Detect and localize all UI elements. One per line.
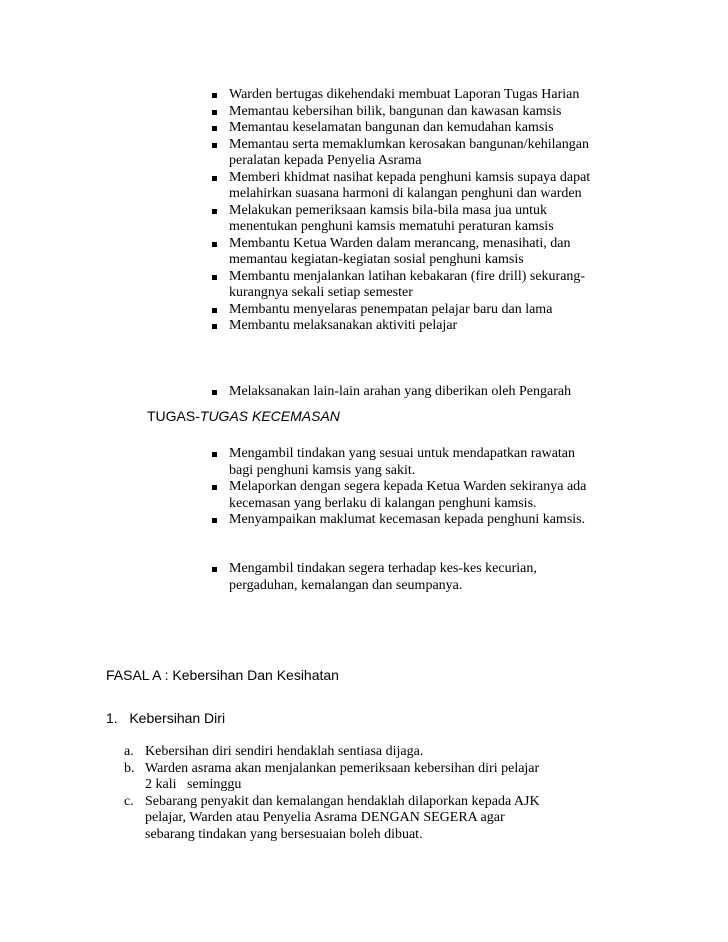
square-bullet-icon xyxy=(212,452,217,457)
list-item: Mengambil tindakan yang sesuai untuk mendapatkan rawatan bagi penghuni kamsis yang sakit. xyxy=(212,446,592,479)
list-item: Melaksanakan lain-lain arahan yang diberikan oleh Pengarah xyxy=(212,384,612,401)
hygiene-rules-list xyxy=(124,744,544,843)
square-bullet-icon xyxy=(212,324,217,329)
list-item: Membantu menyelaras penempatan pelajar baru dan lama xyxy=(212,302,592,319)
list-item: b. Warden asrama akan menjalankan pemeriksaan kebersihan diri pelajar 2 kali seminggu xyxy=(124,760,543,792)
square-bullet-icon xyxy=(212,143,217,148)
list-item: Memantau serta memaklumkan kerosakan bangunan/kehilangan peralatan kepada Penyelia Asrama xyxy=(212,137,592,170)
fasal-heading: FASAL A : Kebersihan Dan Kesihatan xyxy=(106,667,339,683)
list-item: Membantu menjalankan latihan kebakaran (fire drill) sekurang-kurangnya sekali setiap semester xyxy=(212,269,592,302)
emergency-duties-heading: TUGAS-TUGAS KECEMASAN xyxy=(147,408,340,424)
list-item: Mengambil tindakan segera terhadap kes-kes kecurian, pergaduhan, kemalangan dan seumpanya. xyxy=(212,561,592,594)
square-bullet-icon xyxy=(212,126,217,131)
list-item: Melakukan pemeriksaan kamsis bila-bila masa jua untuk menentukan penghuni kamsis mematuhi peraturan kamsis xyxy=(212,203,592,236)
list-item: Warden bertugas dikehendaki membuat Laporan Tugas Harian xyxy=(212,87,592,104)
list-item: a. Kebersihan diri sendiri hendaklah sentiasa dijaga. xyxy=(124,744,424,759)
square-bullet-icon xyxy=(212,93,217,98)
list-item: Memantau kebersihan bilik, bangunan dan kawasan kamsis xyxy=(212,104,592,121)
square-bullet-icon xyxy=(212,275,217,280)
square-bullet-icon xyxy=(212,308,217,313)
list-item: Melaporkan dengan segera kepada Ketua Warden sekiranya ada kecemasan yang berlaku di kalangan penghuni kamsis. xyxy=(212,479,592,512)
square-bullet-icon xyxy=(212,110,217,115)
emergency-duties-list-last xyxy=(212,561,592,594)
square-bullet-icon xyxy=(212,209,217,214)
square-bullet-icon xyxy=(212,242,217,247)
list-item: c. Sebarang penyakit dan kemalangan hendaklah dilaporkan kepada AJK pelajar, Warden atau Penyelia Asrama DENGAN SEGERA agar sebarang tindakan yang bersesuaian boleh dibuat. xyxy=(124,793,540,842)
square-bullet-icon xyxy=(212,176,217,181)
list-item: Membantu melaksanakan aktiviti pelajar xyxy=(212,318,592,335)
square-bullet-icon xyxy=(212,567,217,572)
list-item: Menyampaikan maklumat kecemasan kepada penghuni kamsis. xyxy=(212,512,592,529)
list-item: Memberi khidmat nasihat kepada penghuni kamsis supaya dapat melahirkan suasana harmoni di kalangan penghuni dan warden xyxy=(212,170,592,203)
section-title: 1. Kebersihan Diri xyxy=(106,710,226,726)
square-bullet-icon xyxy=(212,390,217,395)
square-bullet-icon xyxy=(212,518,217,523)
duties-list-last xyxy=(212,384,612,401)
list-item: Membantu Ketua Warden dalam merancang, menasihati, dan memantau kegiatan-kegiatan sosial penghuni kamsis xyxy=(212,236,592,269)
duties-list xyxy=(212,87,592,335)
emergency-duties-list xyxy=(212,446,592,529)
square-bullet-icon xyxy=(212,485,217,490)
list-item: Memantau keselamatan bangunan dan kemudahan kamsis xyxy=(212,120,592,137)
